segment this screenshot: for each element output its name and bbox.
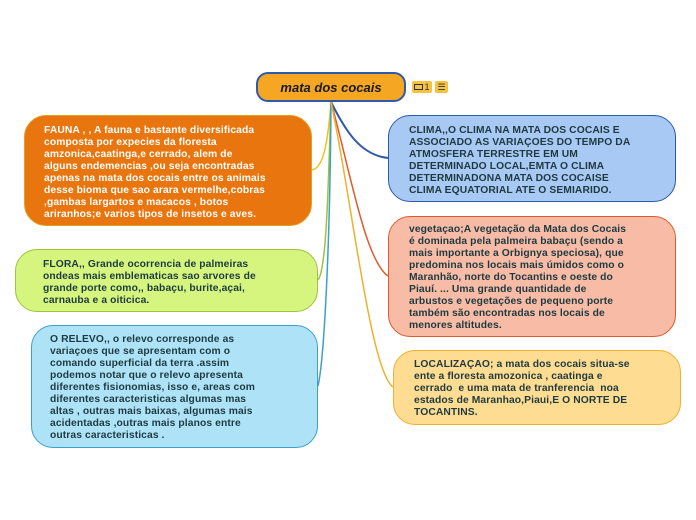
topic-text-line: menores altitudes. [409, 320, 502, 331]
topic-text-line: alguns endemencias ,ou seja encontradas [44, 161, 255, 172]
topic-text-line: O RELEVO,, o relevo corresponde as [50, 334, 235, 345]
topic-text-line: comando superficial da terra .assim [50, 358, 230, 369]
topic-text-line: mais importante a Orbignya speciosa), que [409, 248, 624, 259]
topic-vegetacao[interactable] [388, 216, 676, 337]
topic-text-line: é dominada pela palmeira babaçu (sendo a [409, 236, 624, 247]
topic-text-line: diferentes caracteristicas algumas mas [50, 394, 247, 405]
topic-text-line: estados de Maranhao,Piaui,E O NORTE DE [414, 395, 628, 406]
topic-text-line: composta por expecies da floresta [44, 137, 217, 148]
link-fauna [312, 102, 331, 170]
topic-text-line: CLIMA,,O CLIMA NA MATA DOS COCAIS E [409, 125, 620, 136]
topic-text-line: diferentes fisionomias, isso e, areas com [50, 382, 255, 393]
comment-icon [414, 84, 423, 91]
topic-text-line: outras caracteristicas . [50, 430, 165, 441]
topic-text-line: LOCALIZAÇAO; a mata dos cocais situa-se [414, 359, 630, 370]
link-localizacao [331, 102, 393, 387]
list-icon: ☰ [437, 82, 446, 92]
topic-text-line: arbustos e vegetações de pequeno porte [409, 296, 614, 307]
topic-text-line: também são encontradas nos locais de [409, 308, 605, 319]
topic-text-line: ,gambas largartos e macacos , botos [44, 197, 229, 208]
topic-text-line: CLIMA EQUATORIAL ATE O SEMIARIDO. [409, 185, 612, 196]
topic-text-line: FLORA,, Grande ocorrencia de palmeiras [43, 259, 249, 270]
topic-text-line: variaçoes que se apresentam com o [50, 346, 231, 357]
topic-text-line: DETERMINADONA MATA DOS COCAISE [409, 173, 609, 184]
topic-text-line: ASSOCIADO AS VARIAÇOES DO TEMPO DA [409, 137, 631, 148]
topic-text-line: ente a floresta amozonica , caatinga e [414, 371, 603, 382]
topic-text-line: acidentadas ,outras mais planos entre [50, 418, 241, 429]
central-topic[interactable] [256, 72, 406, 102]
topic-text-line: podemos notar que o relevo apresenta [50, 370, 243, 381]
topic-text-line: ATMOSFERA TERRESTRE EM UM [409, 149, 578, 160]
topic-text-line: apenas na mata dos cocais entre os animais [44, 173, 266, 184]
topic-text-line: TOCANTINS. [414, 407, 478, 418]
topic-text-line: cerrado e uma mata de tranferencia noa [414, 383, 619, 394]
topic-text-line: altas , outras mais baixas, algumas mais [50, 406, 253, 417]
topic-relevo[interactable] [31, 325, 318, 448]
topic-text-line: ariranhos;e varios tipos de insetos e aves. [44, 209, 257, 220]
topic-flora[interactable] [15, 249, 318, 312]
topic-text-line: amzonica,caatinga,e cerrado, alem de [44, 149, 233, 160]
notes-badge[interactable] [435, 81, 448, 93]
topic-text-line: carnauba e a oiticica. [43, 295, 150, 306]
topic-text-line: predomina nos locais mais úmidos como o [409, 260, 625, 271]
topic-text-line: FAUNA , , A fauna e bastante diversificada [44, 125, 255, 136]
topic-text-line: grande porte como,, babaçu, burite,açai, [43, 283, 245, 294]
topic-clima[interactable] [388, 115, 676, 202]
topic-localizacao[interactable] [393, 350, 681, 425]
topic-text-line: Piauí. ... Uma grande quantidade de [409, 284, 587, 295]
comments-count: 1 [424, 82, 430, 92]
topic-text-line: ondeas mais emblematicas sao arvores de [43, 271, 256, 282]
central-topic-title: mata dos cocais [280, 79, 382, 95]
topic-text-line: vegetaçao;A vegetação da Mata dos Cocais [409, 224, 627, 235]
comments-badge[interactable] [412, 81, 432, 93]
topic-fauna[interactable] [24, 115, 312, 226]
link-vegetacao [331, 102, 388, 276]
topic-text-line: desse bioma que sao arara vermelhe,cobras [44, 185, 266, 196]
topic-text-line: DETERMINADO LOCAL,EMTA O CLIMA [409, 161, 605, 172]
topic-text-line: Maranhão, norte do Tocantins e oeste do [409, 272, 613, 283]
